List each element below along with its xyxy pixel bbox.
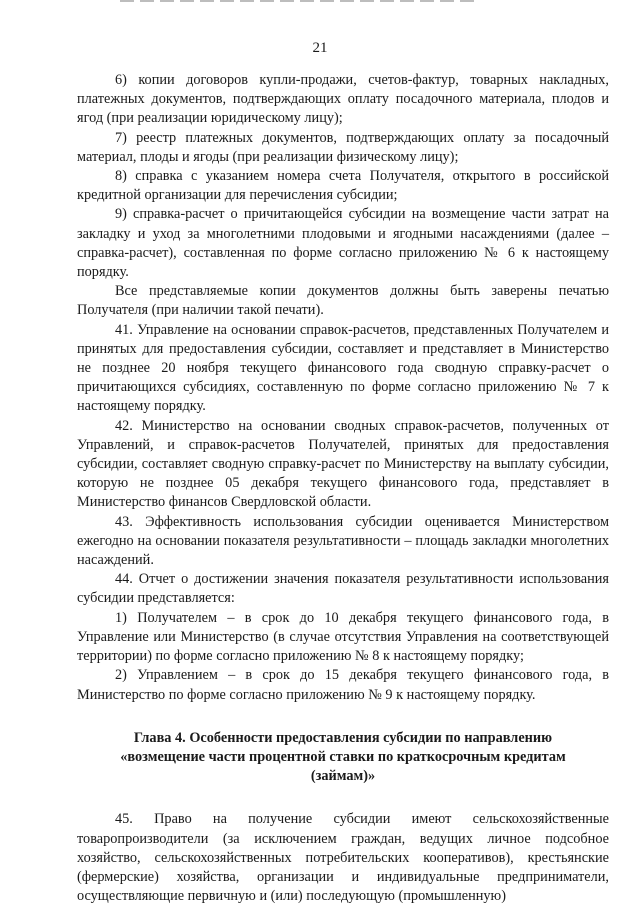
clause-44-item-1: 1) Получателем – в срок до 10 декабря текущего финансового года, в Управление или Министерство (в случае отсутствия Управления на соответствующей территории) по форме согласно приложению № 8 к настоящему порядку; <box>77 609 609 665</box>
page-number: 21 <box>312 40 328 56</box>
clause-41: 41. Управление на основании справок-расчетов, представленных Получателем и принятых для предоставления субсидии, составляет и представляет в Министерство не позднее 20 ноября текущего финансового года сводную справку-расчет о причитающихся субсидиях, составленную по форме согласно приложению № 7 к настоящему порядку. <box>77 321 609 415</box>
clause-44-item-2: 2) Управлением – в срок до 15 декабря текущего финансового года, в Министерство по форме согласно приложению № 9 к настоящему порядку. <box>77 667 609 703</box>
clause-45: 45. Право на получение субсидии имеют сельскохозяйственные товаропроизводители (за исключением граждан, ведущих личное подсобное хозяйство, сельскохозяйственных потребительских кооперативов), крестьянские (фермерские) хозяйства, организации и индивидуальные предприниматели, осуществляющие первичную и (или) последующую (промышленную) <box>77 811 609 905</box>
list-item-9: 9) справка-расчет о причитающейся субсидии на возмещение части затрат на закладку и уход за многолетними плодовыми и ягодными насаждениями (далее – справка-расчет), составленная по форме согласно приложению № 6 к настоящему порядку. <box>77 206 609 281</box>
clause-42: 42. Министерство на основании сводных справок-расчетов, полученных от Управлений, и справок-расчетов Получателей, принятых для предоставления субсидии, составляет сводную справку-расчет по Министерству на выплату субсидии, которую не позднее 05 декабря текущего финансового года, представляет в Министерство финансов Свердловской области. <box>77 417 609 511</box>
clause-44: 44. Отчет о достижении значения показателя результативности использования субсидии представляется: <box>77 571 609 607</box>
clause-43: 43. Эффективность использования субсидии оценивается Министерством ежегодно на основании показателя результативности – площадь закладки многолетних насаждений. <box>77 513 609 569</box>
list-item-6: 6) копии договоров купли-продажи, счетов-фактур, товарных накладных, платежных документов, подтверждающих оплату посадочного материала, плодов и ягод (при реализации юридическому лицу); <box>77 72 609 127</box>
list-item-7: 7) реестр платежных документов, подтверждающих оплату за посадочный материал, плоды и ягоды (при реализации физическому лицу); <box>77 129 609 165</box>
certification-note: Все представляемые копии документов должны быть заверены печатью Получателя (при наличии такой печати). <box>77 283 609 319</box>
list-item-8: 8) справка с указанием номера счета Получателя, открытого в российской кредитной организации для перечисления субсидии; <box>77 168 609 204</box>
chapter-heading: Глава 4. Особенности предоставления субсидии по направлению «возмещение части процентной ставки по краткосрочным кредитам (займам)» <box>120 729 566 785</box>
document-body <box>77 71 609 906</box>
scan-top-edge <box>120 0 480 2</box>
